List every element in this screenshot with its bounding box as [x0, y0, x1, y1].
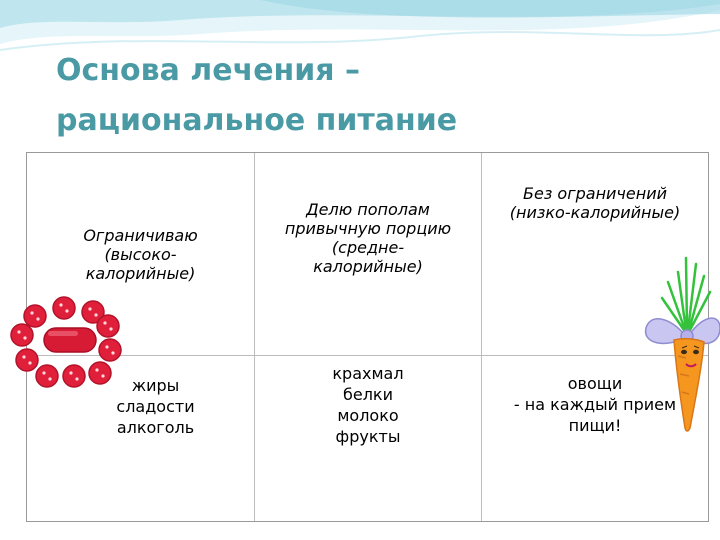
row-cell-high-calorie: жиры сладости алкоголь	[116, 375, 195, 437]
carrot-with-bow-illustration	[638, 256, 720, 434]
slide-title: Основа лечения – рациональное питание	[56, 53, 458, 138]
diet-table	[26, 152, 709, 522]
row-cell-low-calorie: овощи - на каждый прием пищи!	[513, 373, 677, 435]
header-cell-halve: Делю пополам привычную порцию (средне- калорийные)	[284, 200, 452, 276]
row-cell-medium-calorie: крахмал белки молоко фрукты	[332, 364, 404, 446]
header-cell-restrict: Ограничиваю (высоко- калорийные)	[83, 225, 198, 283]
salami-illustration	[10, 294, 126, 390]
header-cell-unlimited: Без ограничений (низко-калорийные)	[509, 184, 681, 222]
